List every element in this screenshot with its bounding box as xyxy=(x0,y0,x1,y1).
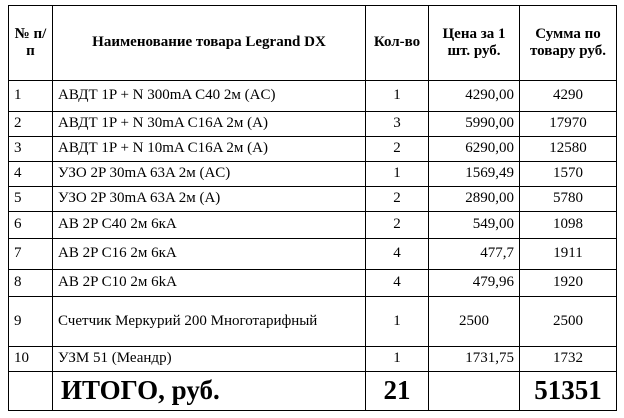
row-num: 6 xyxy=(9,211,53,238)
row-qty: 1 xyxy=(366,161,429,186)
total-qty: 21 xyxy=(366,371,429,411)
table-row xyxy=(9,346,617,371)
row-qty: 1 xyxy=(366,80,429,111)
row-sum: 1920 xyxy=(520,269,617,296)
row-sum: 17970 xyxy=(520,111,617,136)
row-sum: 1911 xyxy=(520,238,617,269)
row-num: 9 xyxy=(9,296,53,346)
row-name: АВДТ 1P + N 10mA C16A 2м (A) xyxy=(53,136,366,161)
row-qty: 3 xyxy=(366,111,429,136)
row-sum: 12580 xyxy=(520,136,617,161)
row-sum: 1570 xyxy=(520,161,617,186)
row-sum: 4290 xyxy=(520,80,617,111)
row-name: УЗО 2P 30mA 63A 2м (AC) xyxy=(53,161,366,186)
row-qty: 1 xyxy=(366,346,429,371)
table-row xyxy=(9,161,617,186)
total-num-cell xyxy=(9,371,53,411)
row-qty: 4 xyxy=(366,238,429,269)
table-row xyxy=(9,296,617,346)
price-table xyxy=(8,5,617,411)
header-row xyxy=(9,6,617,81)
row-name: АВ 2P C16 2м 6кА xyxy=(53,238,366,269)
header-name: Наименование товара Legrand DX xyxy=(53,6,366,81)
row-price: 2500 xyxy=(429,296,520,346)
row-name: УЗО 2P 30mA 63A 2м (A) xyxy=(53,186,366,211)
row-qty: 2 xyxy=(366,211,429,238)
row-num: 8 xyxy=(9,269,53,296)
row-sum: 1732 xyxy=(520,346,617,371)
table-row xyxy=(9,111,617,136)
row-name: Счетчик Меркурий 200 Многотарифный xyxy=(53,296,366,346)
row-price: 6290,00 xyxy=(429,136,520,161)
row-num: 7 xyxy=(9,238,53,269)
table-row xyxy=(9,269,617,296)
row-name: АВ 2P C10 2м 6kA xyxy=(53,269,366,296)
row-name: АВДТ 1P + N 300mA C40 2м (AC) xyxy=(53,80,366,111)
row-qty: 4 xyxy=(366,269,429,296)
row-name: АВ 2P C40 2м 6кА xyxy=(53,211,366,238)
table-row xyxy=(9,136,617,161)
row-sum: 1098 xyxy=(520,211,617,238)
header-qty: Кол-во xyxy=(366,6,429,81)
row-num: 4 xyxy=(9,161,53,186)
row-price: 1569,49 xyxy=(429,161,520,186)
row-sum: 5780 xyxy=(520,186,617,211)
row-sum: 2500 xyxy=(520,296,617,346)
table-row xyxy=(9,186,617,211)
total-sum: 51351 xyxy=(520,371,617,411)
row-name: УЗМ 51 (Меандр) xyxy=(53,346,366,371)
row-num: 3 xyxy=(9,136,53,161)
header-price: Цена за 1 шт. руб. xyxy=(429,6,520,81)
row-name: АВДТ 1P + N 30mA C16A 2м (A) xyxy=(53,111,366,136)
row-price: 2890,00 xyxy=(429,186,520,211)
total-label: ИТОГО, руб. xyxy=(53,371,366,411)
row-num: 1 xyxy=(9,80,53,111)
table-row xyxy=(9,80,617,111)
row-qty: 1 xyxy=(366,296,429,346)
header-sum: Сумма по товару руб. xyxy=(520,6,617,81)
header-num: № п/п xyxy=(9,6,53,81)
row-qty: 2 xyxy=(366,186,429,211)
row-price: 549,00 xyxy=(429,211,520,238)
total-row xyxy=(9,371,617,411)
row-price: 4290,00 xyxy=(429,80,520,111)
row-price: 5990,00 xyxy=(429,111,520,136)
table-row xyxy=(9,211,617,238)
row-price: 477,7 xyxy=(429,238,520,269)
row-num: 10 xyxy=(9,346,53,371)
row-price: 479,96 xyxy=(429,269,520,296)
row-price: 1731,75 xyxy=(429,346,520,371)
total-price-cell xyxy=(429,371,520,411)
row-num: 2 xyxy=(9,111,53,136)
row-num: 5 xyxy=(9,186,53,211)
row-qty: 2 xyxy=(366,136,429,161)
table-row xyxy=(9,238,617,269)
